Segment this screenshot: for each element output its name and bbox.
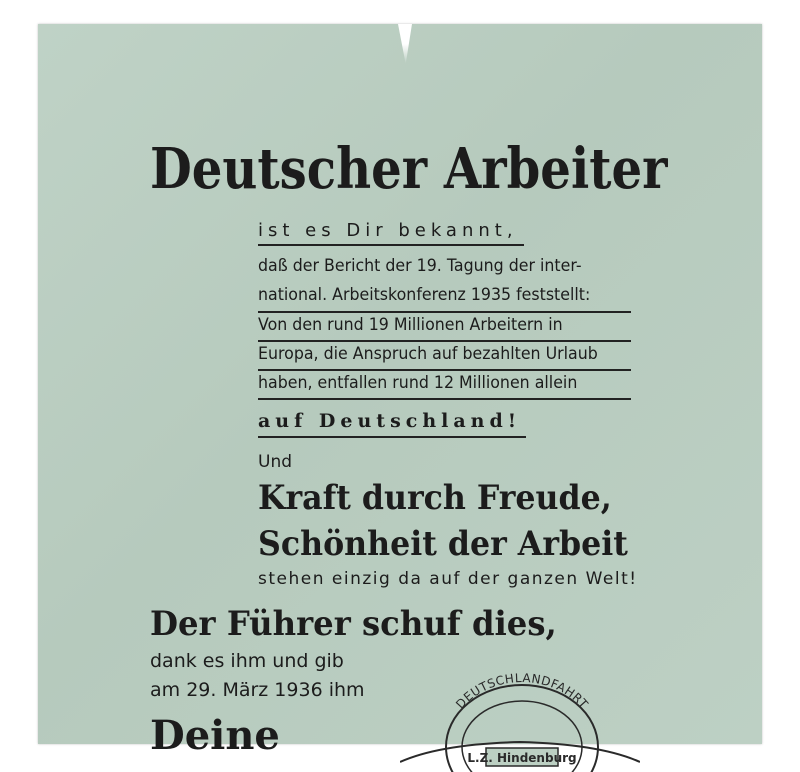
underline-question [258, 244, 524, 246]
paper-tear [398, 24, 412, 64]
body-line-3: Von den rund 19 Millionen Arbeitern in [258, 315, 563, 335]
underline-body-2 [258, 311, 631, 313]
sda-line: Schönheit der Arbeit [258, 524, 628, 564]
zeppelin-stamp [400, 662, 640, 772]
und-word: Und [258, 452, 293, 472]
kdf-line: Kraft durch Freude, [258, 478, 612, 518]
body-line-5: haben, entfallen rund 12 Millionen allein [258, 373, 578, 393]
stamp-ship-text: L.Z. Hindenburg [467, 751, 577, 765]
poster-title: Deutscher Arbeiter [150, 136, 668, 202]
fuehrer-line: Der Führer schuf dies, [150, 604, 557, 644]
world-line: stehen einzig da auf der ganzen Welt! [258, 569, 638, 589]
underline-body-3 [258, 340, 631, 342]
thanks-line-1: dank es ihm und gib [150, 650, 344, 672]
underline-emphasis [258, 436, 526, 438]
stamp-top-text: DEUTSCHLANDFAHRT [453, 670, 591, 712]
deine-word: Deine [150, 712, 280, 759]
body-line-4: Europa, die Anspruch auf bezahlten Urlaub [258, 344, 598, 364]
thanks-line-2: am 29. März 1936 ihm [150, 679, 365, 701]
body-line-1: daß der Bericht der 19. Tagung der inter- [258, 256, 582, 276]
emphasis-line: auf Deutschland! [258, 410, 522, 432]
underline-body-4 [258, 369, 631, 371]
underline-body-5 [258, 398, 631, 400]
question-line: ist es Dir bekannt, [258, 220, 518, 241]
body-line-2: national. Arbeitskonferenz 1935 feststellt: [258, 285, 591, 305]
poster-sheet [38, 24, 762, 765]
